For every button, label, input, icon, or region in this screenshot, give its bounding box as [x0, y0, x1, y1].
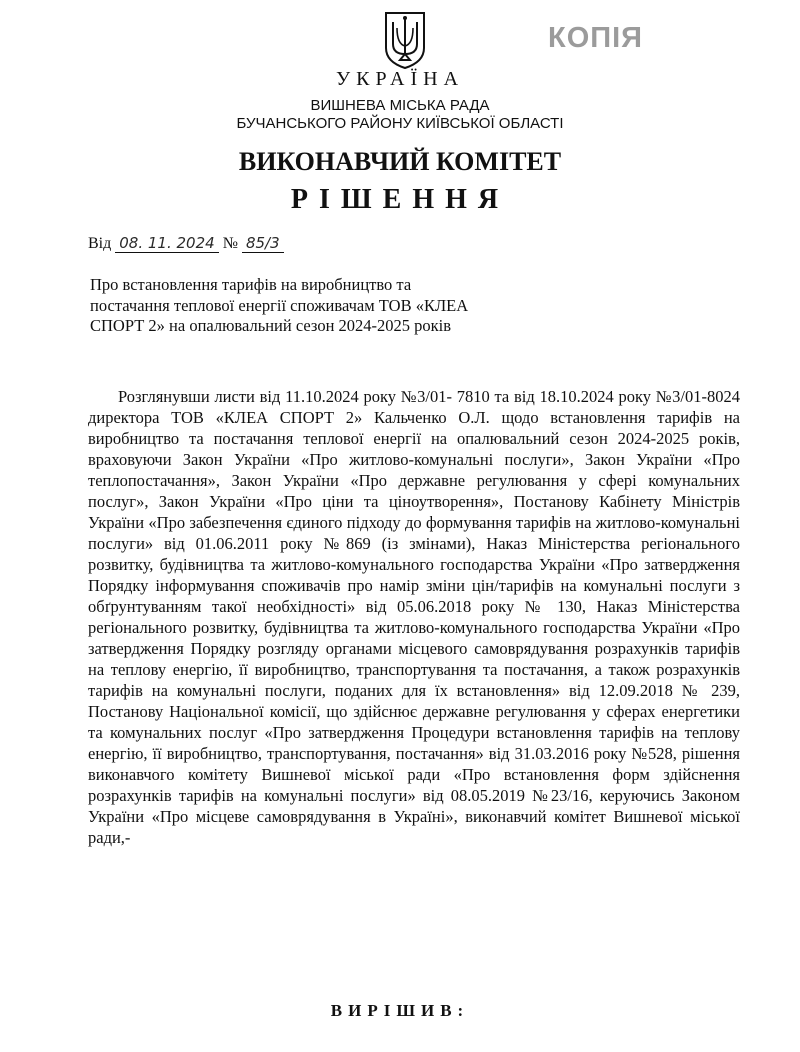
date-number-line [88, 234, 284, 253]
resolved-heading: ВИРІШИВ: [330, 1001, 470, 1020]
council-line-2: БУЧАНСЬКОГО РАЙОНУ КИЇВСЬКОЇ ОБЛАСТІ [236, 115, 564, 132]
decision-subject: Про встановлення тарифів на виробництво та постачання теплової енергії споживачам ТОВ «КЛЕА СПОРТ 2» на опалювальний сезон 2024-2025 років [90, 275, 469, 335]
number-prefix: № [222, 235, 238, 252]
committee-title: ВИКОНАВЧИЙ КОМІТЕТ [238, 147, 562, 176]
date-prefix: Від [88, 235, 112, 252]
copy-stamp: КОПІЯ [548, 22, 644, 54]
council-name [0, 97, 800, 133]
number-value: 85/3 [242, 234, 284, 253]
council-line-1: ВИШНЕВА МІСЬКА РАДА [310, 97, 490, 114]
decision-title: РІШЕННЯ [290, 184, 510, 215]
country-title: УКРАЇНА [335, 68, 465, 90]
date-value: 08. 11. 2024 [115, 234, 218, 253]
coat-of-arms-icon [383, 10, 427, 70]
body-paragraph: Розглянувши листи від 11.10.2024 року №3/01- 7810 та від 18.10.2024 року №3/01-8024 директора ТОВ «КЛЕА СПОРТ 2» Кальченко О.Л. щодо встановлення тарифів на виробництво та постачання теплової енергії на опалювальний сезон 2024-2025 років, враховуючи Закон України «Про житлово-комунальні послуги», Закон України «Про теплопостачання», Закон України «Про державне регулювання у сфері комунальних послуг», Закон України «Про ціни та ціноутворення», Постанову Кабінету Міністрів України «Про забезпечення єдиного підходу до формування тарифів на житлово-комунальні послуги» від 01.06.2011 року №869 (із змінами), Наказ Міністерства регіонального розвитку, будівництва та житлово-комунального господарства України «Про затвердження Порядку інформування споживачів про намір зміни цін/тарифів на комунальні послуги з обґрунтуванням такої необхідності» від 05.06.2018 року № 130, Наказ Міністерства регіонального розвитку, будівництва та житлово-комунального господарства України «Про затвердження Порядку розгляду органами місцевого самоврядування розрахунків тарифів на теплову енергію, її виробництво, транспортування та постачання, а також розрахунків тарифів на комунальні послуги, поданих для їх встановлення» від 12.09.2018 № 239, Постанову Національної комісії, що здійснює державне регулювання у сферах енергетики та комунальних послуг «Про затвердження Процедури встановлення тарифів на теплову енергію, її виробництво, транспортування, постачання» від 31.03.2016 року №528, рішення виконавчого комітету Вишневої міської ради «Про встановлення форм здійснення розрахунків тарифів на комунальні послуги» від 08.05.2019 №23/16, керуючись Законом України «Про місцеве самоврядування в Україні», виконавчий комітет Вишневої міської ради,- [88, 387, 740, 847]
